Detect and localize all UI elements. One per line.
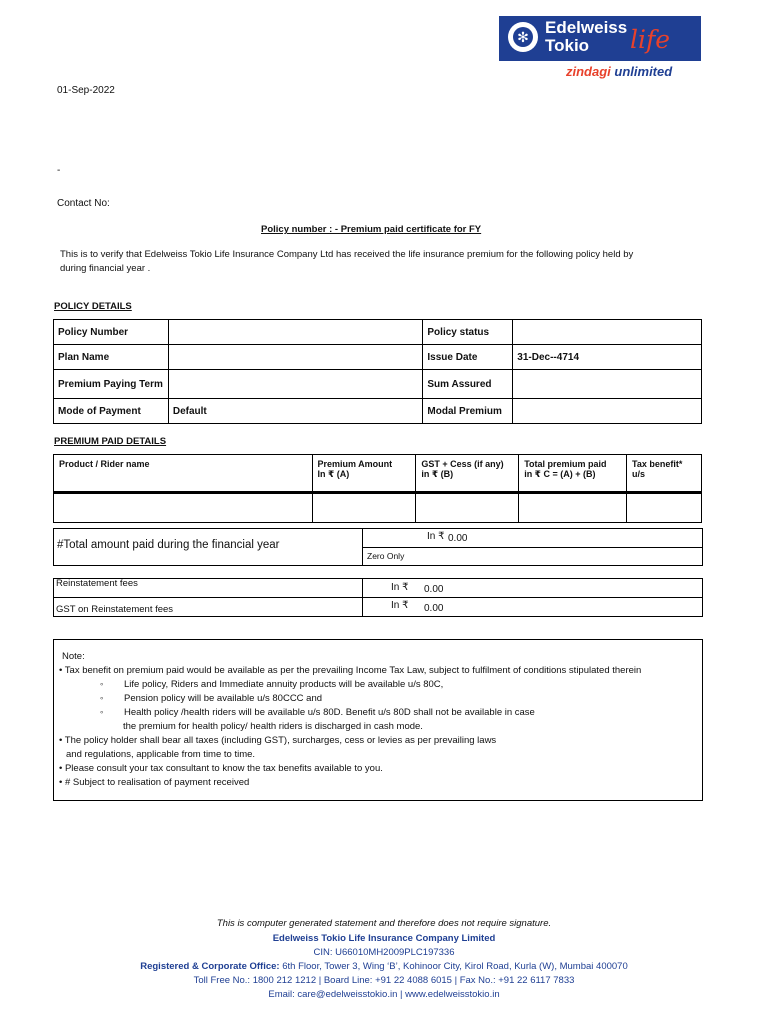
- reinstatement-fees-label: Reinstatement fees: [56, 578, 138, 589]
- policy-details-heading: POLICY DETAILS: [54, 301, 132, 312]
- table-header-row: [54, 455, 702, 493]
- modal-premium-value: [513, 399, 702, 424]
- policy-number-value: [168, 320, 423, 345]
- note-item: • # Subject to realisation of payment received: [59, 777, 250, 788]
- column-header-tax-benefit: Tax benefit* u/s: [627, 455, 702, 493]
- total-currency-label: In ₹: [427, 531, 445, 542]
- note-item: • The policy holder shall bear all taxes (including GST), surcharges, cess or levies as per prevailing laws: [59, 735, 497, 746]
- policy-details-table: [53, 319, 702, 424]
- signature-statement: This is computer generated statement and therefore does not require signature.: [216, 918, 552, 929]
- addressee-placeholder: -: [57, 165, 61, 176]
- premium-paying-term-label: Premium Paying Term: [54, 370, 169, 399]
- issue-date-label: Issue Date: [423, 345, 513, 370]
- reinstatement-fees-value: 0.00: [424, 584, 444, 595]
- reinstatement-fees-currency: In ₹: [391, 582, 409, 593]
- logo-tagline: zindagi unlimited: [566, 64, 673, 79]
- total-amount-label: #Total amount paid during the financial year: [57, 539, 280, 551]
- note-subitem: ◦ Health policy /health riders will be available u/s 80D. Benefit u/s 80D shall not be available in case: [100, 707, 535, 718]
- footer-email-website: Email: care@edelweisstokio.in | www.edelweisstokio.in: [268, 989, 500, 1000]
- edelweiss-flower-icon: ✻: [517, 29, 529, 45]
- document-date: 01-Sep-2022: [57, 85, 115, 96]
- modal-premium-label: Modal Premium: [423, 399, 513, 424]
- column-header-gst: GST + Cess (if any) in ₹ (B): [416, 455, 519, 493]
- premium-paid-heading: PREMIUM PAID DETAILS: [54, 436, 167, 447]
- note-item: • Please consult your tax consultant to know the tax benefits available to you.: [59, 763, 383, 774]
- policy-number-label: Policy Number: [54, 320, 169, 345]
- policy-status-value: [513, 320, 702, 345]
- logo-word-edelweiss: Edelweiss: [545, 18, 628, 37]
- intro-line-1: This is to verify that Edelweiss Tokio Life Insurance Company Ltd has received the life insurance premium for the following policy held by: [60, 249, 634, 260]
- column-header-total-premium: Total premium paid in ₹ C = (A) + (B): [519, 455, 627, 493]
- policy-status-label: Policy status: [423, 320, 513, 345]
- notes-list: [59, 650, 698, 790]
- issue-date-value: 31-Dec--4714: [513, 345, 702, 370]
- footer-office-address: Registered & Corporate Office: 6th Floor, Tower 3, Wing ‘B’, Kohinoor City, Kirol Road, Kurla (W), Mumbai 400070: [140, 961, 628, 972]
- note-item-continued: and regulations, applicable from time to time.: [66, 749, 256, 760]
- column-header-premium-amount: Premium Amount In ₹ (A): [312, 455, 416, 493]
- intro-line-2: during financial year .: [60, 263, 151, 274]
- contact-label: Contact No:: [57, 198, 110, 209]
- gst-reinstatement-currency: In ₹: [391, 600, 409, 611]
- mode-of-payment-value: Default: [168, 399, 423, 424]
- plan-name-value: [168, 345, 423, 370]
- table-row: [54, 399, 702, 424]
- gst-reinstatement-value: 0.00: [424, 603, 444, 614]
- footer-company-name: Edelweiss Tokio Life Insurance Company Limited: [272, 933, 496, 944]
- sum-assured-value: [513, 370, 702, 399]
- certificate-title: Policy number : - Premium paid certificate for FY: [261, 224, 482, 235]
- mode-of-payment-label: Mode of Payment: [54, 399, 169, 424]
- note-subitem-continued: the premium for health policy/ health riders is discharged in cash mode.: [123, 721, 423, 732]
- notes-title: Note:: [62, 651, 85, 662]
- table-row: [54, 345, 702, 370]
- total-amount-value: 0.00: [448, 533, 468, 544]
- gst-reinstatement-label: GST on Reinstatement fees: [56, 604, 174, 615]
- note-item: • Tax benefit on premium paid would be available as per the prevailing Income Tax Law, subject to fulfilment of conditions stipulated therein: [59, 665, 642, 676]
- table-row: [54, 493, 702, 523]
- footer-cin: CIN: U66010MH2009PLC197336: [313, 947, 455, 958]
- amount-in-words: Zero Only: [367, 551, 405, 561]
- note-subitem: ◦ Life policy, Riders and Immediate annuity products will be available u/s 80C,: [100, 679, 444, 690]
- note-subitem: ◦ Pension policy will be available u/s 80CCC and: [100, 693, 323, 704]
- sum-assured-label: Sum Assured: [423, 370, 513, 399]
- table-row: [54, 370, 702, 399]
- table-row: [54, 320, 702, 345]
- footer-phone-numbers: Toll Free No.: 1800 212 1212 | Board Line: +91 22 4088 6015 | Fax No.: +91 22 6117 7833: [193, 975, 575, 986]
- column-header-product: Product / Rider name: [54, 455, 313, 493]
- logo-word-life: life: [630, 25, 671, 54]
- plan-name-label: Plan Name: [54, 345, 169, 370]
- premium-paying-term-value: [168, 370, 423, 399]
- logo-word-tokio: Tokio: [545, 36, 590, 55]
- premium-paid-table: [53, 454, 702, 523]
